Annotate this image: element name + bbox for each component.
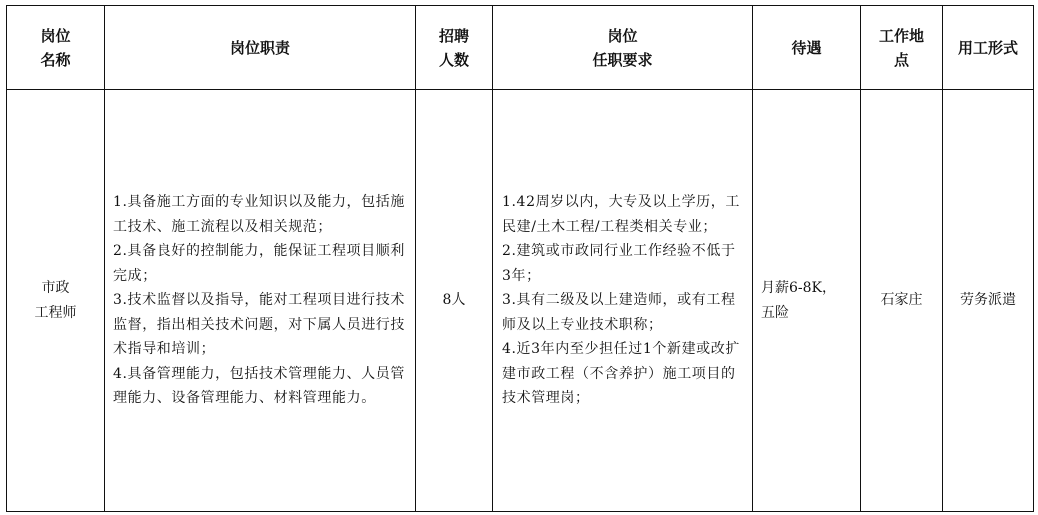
cell-position-name: 市政 工程师 (7, 90, 105, 512)
header-headcount: 招聘 人数 (416, 6, 493, 90)
header-employment-type: 用工形式 (943, 6, 1034, 90)
requirement-item: 1.42周岁以内，大专及以上学历，工民建/土木工程/工程类相关专业； (502, 194, 740, 235)
cell-location: 石家庄 (861, 90, 943, 512)
requirement-item: 2.建筑或市政同行业工作经验不低于3年； (502, 243, 736, 284)
cell-salary: 月薪6-8K， 五险 (753, 90, 861, 512)
requirements-list (493, 190, 752, 411)
cell-requirements (493, 90, 753, 512)
header-duties: 岗位职责 (105, 6, 416, 90)
requirement-item: 3.具有二级及以上建造师，或有工程师及以上专业技术职称； (502, 292, 736, 333)
table-header-row (7, 6, 1034, 90)
cell-duties (105, 90, 416, 512)
requirement-item: 4.近3年内至少担任过1个新建或改扩建市政工程（不含养护）施工项目的技术管理岗； (502, 341, 740, 407)
cell-headcount: 8人 (416, 90, 493, 512)
duty-item: 4.具备管理能力，包括技术管理能力、人员管理能力、设备管理能力、材料管理能力。 (113, 365, 405, 407)
header-salary: 待遇 (753, 6, 861, 90)
cell-employment-type: 劳务派遣 (943, 90, 1034, 512)
header-position-name: 岗位 名称 (7, 6, 105, 90)
header-requirements: 岗位 任职要求 (493, 6, 753, 90)
duty-item: 3.技术监督以及指导，能对工程项目进行技术监督，指出相关技术问题，对下属人员进行技术指导和培训； (113, 292, 405, 358)
duty-item: 2.具备良好的控制能力，能保证工程项目顺利完成； (113, 243, 405, 284)
duty-item: 1.具备施工方面的专业知识以及能力，包括施工技术、施工流程以及相关规范； (113, 194, 405, 235)
duties-list (105, 190, 415, 411)
job-requirements-table (6, 5, 1034, 512)
table-row (7, 90, 1034, 512)
header-location: 工作地 点 (861, 6, 943, 90)
